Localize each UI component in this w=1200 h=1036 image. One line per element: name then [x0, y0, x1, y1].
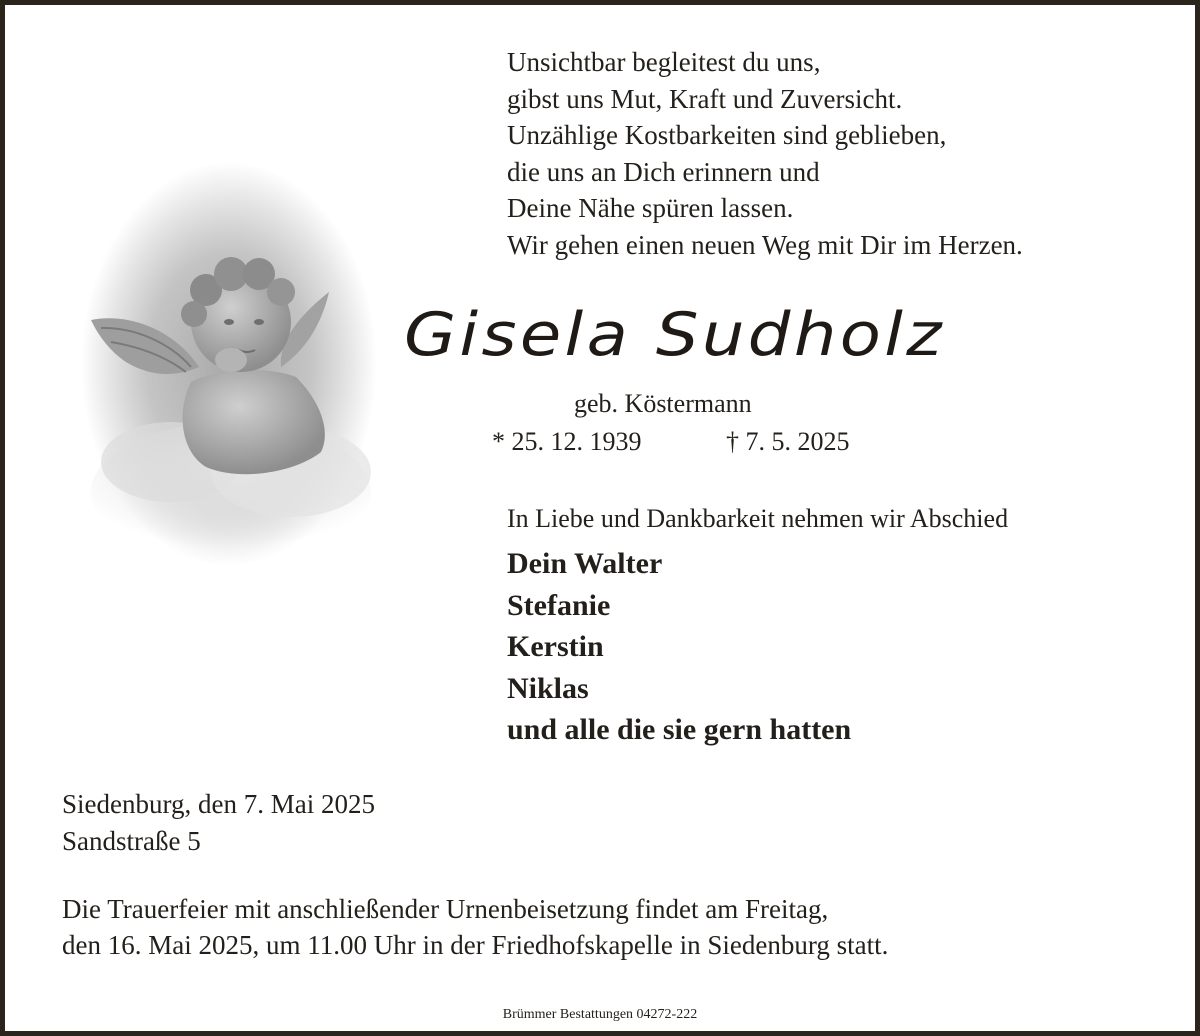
poem-line: Wir gehen einen neuen Weg mit Dir im Herzen. [507, 229, 1023, 260]
mourners-list [507, 543, 851, 751]
undertaker-credit: Brümmer Bestattungen 04272-222 [502, 1007, 698, 1022]
funeral-notice [62, 891, 888, 963]
poem-line: Deine Nähe spüren lassen. [507, 193, 794, 224]
poem-line: Unsichtbar begleitest du uns, [507, 47, 821, 77]
farewell-intro: In Liebe und Dankbarkeit nehmen wir Abschied [507, 504, 1009, 533]
place-block [62, 786, 375, 860]
angel-icon [81, 162, 377, 566]
death-date: † 7. 5. 2025 [726, 427, 850, 456]
funeral-line: Die Trauerfeier mit anschließender Urnenbeisetzung findet am Freitag, [62, 894, 829, 924]
poem [507, 44, 1023, 264]
deceased-name: Gisela Sudholz [404, 300, 945, 370]
mourner: Stefanie [507, 588, 611, 622]
birth-date: * 25. 12. 1939 [492, 427, 642, 456]
mourner: und alle die sie gern hatten [507, 713, 852, 746]
mourner: Kerstin [507, 630, 604, 663]
poem-line: Unzählige Kostbarkeiten sind geblieben, [507, 120, 947, 151]
poem-line: die uns an Dich erinnern und [507, 156, 820, 187]
mourner: Dein Walter [507, 547, 663, 580]
poem-line: gibst uns Mut, Kraft und Zuversicht. [507, 83, 903, 114]
mourner: Niklas [507, 671, 589, 705]
place-date: Siedenburg, den 7. Mai 2025 [62, 789, 375, 819]
address: Sandstraße 5 [62, 826, 201, 856]
funeral-line: den 16. Mai 2025, um 11.00 Uhr in der Friedhofskapelle in Siedenburg statt. [62, 930, 889, 960]
maiden-name: geb. Köstermann [574, 389, 752, 418]
